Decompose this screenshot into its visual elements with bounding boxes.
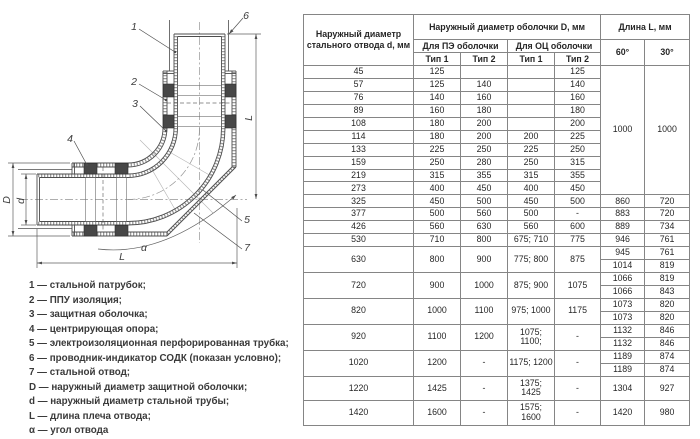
callout-2-label: 2 <box>131 76 137 88</box>
header-steel-diameter: Наружный диаметр стального отвода d, мм <box>304 15 414 66</box>
cell-pe1: 180 <box>414 117 461 130</box>
cell-d: 76 <box>304 91 414 104</box>
center-lines <box>20 22 247 243</box>
legend-item: 2 — ППУ изоляция; <box>29 294 122 306</box>
cell-oc1 <box>508 78 555 91</box>
cell-oc2: - <box>555 401 601 426</box>
cell-pe2: 800 <box>461 234 508 247</box>
cell-l60: 1189 <box>601 350 645 363</box>
table-row <box>304 273 690 286</box>
cell-d: 530 <box>304 234 414 247</box>
header-pe-type2: Тип 2 <box>461 53 508 66</box>
cell-pe1: 900 <box>414 273 461 299</box>
cell-pe2: 500 <box>461 195 508 208</box>
cell-oc2: - <box>555 350 601 376</box>
cell-l30: 819 <box>645 273 690 286</box>
cell-pe2: 180 <box>461 104 508 117</box>
cell-pe1: 1200 <box>414 350 461 376</box>
cell-oc1: 450 <box>508 195 555 208</box>
cell-d: 219 <box>304 169 414 182</box>
cell-oc2: 1175 <box>555 298 601 324</box>
table-row <box>304 195 690 208</box>
cell-d: 820 <box>304 298 414 324</box>
cell-pe1: 315 <box>414 169 461 182</box>
cell-d: 426 <box>304 221 414 234</box>
cell-oc2: 355 <box>555 169 601 182</box>
callout-3-label: 3 <box>132 98 138 110</box>
cell-l30: 1000 <box>645 66 690 195</box>
cell-oc1: 500 <box>508 208 555 221</box>
cell-l60: 889 <box>601 221 645 234</box>
cell-l60: 1000 <box>601 66 645 195</box>
legend-item: 3 — защитная оболочка; <box>29 309 148 320</box>
cell-l60: 1066 <box>601 285 645 298</box>
cell-d: 108 <box>304 117 414 130</box>
cell-pe2: 140 <box>461 78 508 91</box>
header-60deg: 60° <box>601 40 645 66</box>
cell-d: 1220 <box>304 376 414 401</box>
cell-pe2: 450 <box>461 182 508 195</box>
table-row <box>304 298 690 311</box>
cell-l60: 1304 <box>601 376 645 401</box>
callout-4-label: 4 <box>67 133 73 145</box>
cell-d: 133 <box>304 143 414 156</box>
angle-alpha-label: α <box>141 242 147 254</box>
cell-d: 630 <box>304 247 414 273</box>
cell-oc1: 250 <box>508 156 555 169</box>
cell-d: 45 <box>304 66 414 79</box>
cell-oc1: 975; 1000 <box>508 298 555 324</box>
cell-oc1 <box>508 104 555 117</box>
cell-oc2: 250 <box>555 143 601 156</box>
cell-pe2: - <box>461 401 508 426</box>
cell-l30: 720 <box>645 208 690 221</box>
cell-l30: 820 <box>645 298 690 311</box>
cell-oc2: - <box>555 324 601 350</box>
cell-d: 325 <box>304 195 414 208</box>
cell-pe2: - <box>461 350 508 376</box>
cell-oc1: 1375; 1425 <box>508 376 555 401</box>
cell-l60: 1132 <box>601 324 645 337</box>
cell-oc2: 775 <box>555 234 601 247</box>
cell-l60: 1066 <box>601 273 645 286</box>
legend-item: 1 — стальной патрубок; <box>29 280 146 291</box>
cell-pe2: 280 <box>461 156 508 169</box>
elbow-drawing-svg <box>0 0 300 272</box>
cell-pe1: 800 <box>414 247 461 273</box>
cell-pe1: 125 <box>414 78 461 91</box>
cell-l30: 846 <box>645 324 690 337</box>
cell-l30: 734 <box>645 221 690 234</box>
cell-l60: 883 <box>601 208 645 221</box>
cell-l30: 980 <box>645 401 690 426</box>
cell-d: 114 <box>304 130 414 143</box>
cell-oc2: 180 <box>555 104 601 117</box>
cell-oc2: 600 <box>555 221 601 234</box>
table-row <box>304 350 690 363</box>
cell-d: 377 <box>304 208 414 221</box>
header-oc-group: Для ОЦ оболочки <box>508 40 601 53</box>
cell-oc1: 675; 710 <box>508 234 555 247</box>
cell-pe1: 125 <box>414 66 461 79</box>
cell-l60: 1132 <box>601 337 645 350</box>
legend-item: 6 — проводник-индикатор СОДК (показан условно); <box>29 352 282 364</box>
table-row <box>304 234 690 247</box>
cell-oc2: 200 <box>555 117 601 130</box>
header-pe-group: Для ПЭ оболочки <box>414 40 508 53</box>
cell-l60: 1189 <box>601 363 645 376</box>
header-length-group: Длина L, мм <box>601 15 690 40</box>
header-30deg: 30° <box>645 40 690 66</box>
cell-l30: 720 <box>645 195 690 208</box>
cell-pe2: 250 <box>461 143 508 156</box>
legend-item: 7 — стальной отвод; <box>29 367 131 378</box>
cell-oc2: 450 <box>555 182 601 195</box>
table-row <box>304 401 690 426</box>
cell-pe1: 140 <box>414 91 461 104</box>
cell-l60: 1014 <box>601 260 645 273</box>
legend-item: 4 — центрирующая опора; <box>29 323 159 335</box>
cell-l30: 927 <box>645 376 690 401</box>
cell-pe1: 710 <box>414 234 461 247</box>
cell-oc2: 875 <box>555 247 601 273</box>
cell-pe1: 1000 <box>414 298 461 324</box>
elbow-drawing <box>0 0 300 272</box>
cell-pe2: - <box>461 376 508 401</box>
header-row-1 <box>304 15 690 40</box>
cell-pe2 <box>461 66 508 79</box>
cell-l30: 874 <box>645 363 690 376</box>
legend <box>29 279 289 439</box>
table-row <box>304 66 690 79</box>
cell-pe2: 1200 <box>461 324 508 350</box>
cell-l30: 761 <box>645 247 690 260</box>
cell-oc1: 775; 800 <box>508 247 555 273</box>
cell-pe1: 500 <box>414 208 461 221</box>
cell-d: 273 <box>304 182 414 195</box>
callout-7-label: 7 <box>244 242 250 254</box>
cell-oc2: 1075 <box>555 273 601 299</box>
cell-l60: 1073 <box>601 311 645 324</box>
cell-oc1 <box>508 91 555 104</box>
cell-d: 720 <box>304 273 414 299</box>
cell-pe1: 250 <box>414 156 461 169</box>
cell-l30: 819 <box>645 260 690 273</box>
cell-oc2: 500 <box>555 195 601 208</box>
cell-l60: 1420 <box>601 401 645 426</box>
cell-pe1: 160 <box>414 104 461 117</box>
header-pe-type1: Тип 1 <box>414 53 461 66</box>
dim-L-vertical-label: L <box>243 115 255 121</box>
cell-oc2: 315 <box>555 156 601 169</box>
cell-oc2: 140 <box>555 78 601 91</box>
legend-item: d — наружный диаметр стальной трубы; <box>29 396 230 407</box>
cell-pe2: 560 <box>461 208 508 221</box>
legend-item: 5 — электроизоляционная перфорированная трубка; <box>29 338 289 349</box>
cell-oc1 <box>508 117 555 130</box>
cell-oc1: 1075; 1100; <box>508 324 555 350</box>
cell-oc2: 225 <box>555 130 601 143</box>
cell-pe1: 1100 <box>414 324 461 350</box>
cell-d: 89 <box>304 104 414 117</box>
cell-d: 1020 <box>304 350 414 376</box>
cell-oc1: 400 <box>508 182 555 195</box>
dim-d-label: d <box>15 198 27 204</box>
cell-oc2: 160 <box>555 91 601 104</box>
callout-leaders <box>74 18 243 249</box>
legend-item: α — угол отвода <box>29 425 109 436</box>
cell-oc1: 560 <box>508 221 555 234</box>
table-row <box>304 221 690 234</box>
cell-pe2: 900 <box>461 247 508 273</box>
table-row <box>304 208 690 221</box>
header-oc-type1: Тип 1 <box>508 53 555 66</box>
construction-lines <box>140 140 213 213</box>
cell-pe2: 160 <box>461 91 508 104</box>
cell-l60: 1073 <box>601 298 645 311</box>
cell-pe1: 400 <box>414 182 461 195</box>
table-row <box>304 247 690 260</box>
cell-pe1: 180 <box>414 130 461 143</box>
cell-l60: 946 <box>601 234 645 247</box>
cell-oc1: 875; 900 <box>508 273 555 299</box>
cell-oc1: 1175; 1200 <box>508 350 555 376</box>
cell-l30: 761 <box>645 234 690 247</box>
cell-d: 920 <box>304 324 414 350</box>
cell-oc2: - <box>555 376 601 401</box>
cell-oc1 <box>508 66 555 79</box>
cell-d: 1420 <box>304 401 414 426</box>
cell-l30: 820 <box>645 311 690 324</box>
cell-pe2: 1000 <box>461 273 508 299</box>
table-row <box>304 376 690 401</box>
callout-1-label: 1 <box>131 21 137 33</box>
cell-l60: 945 <box>601 247 645 260</box>
legend-item: L — длина плеча отвода; <box>29 410 151 422</box>
cell-oc2: - <box>555 208 601 221</box>
cell-oc1: 315 <box>508 169 555 182</box>
callout-6-label: 6 <box>243 10 249 22</box>
cell-d: 57 <box>304 78 414 91</box>
table-row <box>304 324 690 337</box>
table-body <box>304 66 690 426</box>
cell-l30: 874 <box>645 350 690 363</box>
cell-pe1: 1425 <box>414 376 461 401</box>
cell-pe2: 355 <box>461 169 508 182</box>
cell-l60: 860 <box>601 195 645 208</box>
cell-pe1: 225 <box>414 143 461 156</box>
header-casing-diameter-group: Наружный диаметр оболочки D, мм <box>414 15 601 40</box>
cell-pe2: 630 <box>461 221 508 234</box>
cell-pe2: 200 <box>461 130 508 143</box>
cell-pe1: 560 <box>414 221 461 234</box>
cell-oc2: 125 <box>555 66 601 79</box>
cell-pe1: 450 <box>414 195 461 208</box>
callout-5-label: 5 <box>244 214 250 226</box>
cell-oc1: 225 <box>508 143 555 156</box>
cell-pe1: 1600 <box>414 401 461 426</box>
dimensions-table-wrap <box>303 14 689 426</box>
cell-l30: 846 <box>645 337 690 350</box>
cell-d: 159 <box>304 156 414 169</box>
dim-L-horizontal-label: L <box>119 251 125 263</box>
dim-D-label: D <box>1 196 13 204</box>
dimensions-table <box>303 14 690 426</box>
cell-oc1: 200 <box>508 130 555 143</box>
cell-pe2: 1100 <box>461 298 508 324</box>
cell-l30: 843 <box>645 285 690 298</box>
legend-item: D — наружный диаметр защитной оболочки; <box>29 381 248 393</box>
cell-oc1: 1575; 1600 <box>508 401 555 426</box>
header-oc-type2: Тип 2 <box>555 53 601 66</box>
cell-pe2: 200 <box>461 117 508 130</box>
